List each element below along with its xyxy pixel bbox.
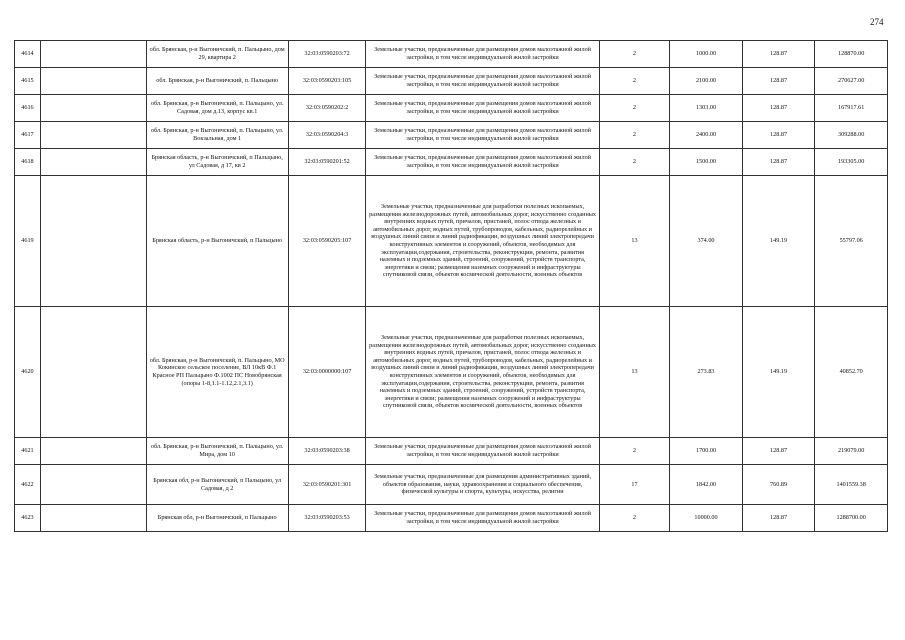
specific-value-cell: 128.87 <box>742 122 815 149</box>
page-number: 274 <box>870 17 884 27</box>
row-number: 4614 <box>15 41 41 68</box>
table-row <box>15 438 888 465</box>
address-cell: обл. Брянская, р-н Выгоничский, п. Пальцыно, ул. Мира, дом 10 <box>146 438 288 465</box>
specific-value-cell: 760.89 <box>742 465 815 505</box>
address-cell: Брянская область, р-н Выгоничский, п Пальцыно, ул Садовая, д 17, кв 2 <box>146 149 288 176</box>
table-row <box>15 149 888 176</box>
group-number-cell: 13 <box>599 307 670 438</box>
spacer-cell <box>40 307 146 438</box>
group-number-cell: 2 <box>599 68 670 95</box>
row-number: 4619 <box>15 176 41 307</box>
group-number-cell: 2 <box>599 41 670 68</box>
specific-value-cell: 128.87 <box>742 149 815 176</box>
group-number-cell: 2 <box>599 95 670 122</box>
cadastral-value-table <box>14 40 888 532</box>
cadastral-number-cell: 32:03:0590202:2 <box>288 95 366 122</box>
cadastral-value-cell: 128870.00 <box>815 41 888 68</box>
specific-value-cell: 128.87 <box>742 438 815 465</box>
table-row <box>15 122 888 149</box>
spacer-cell <box>40 149 146 176</box>
specific-value-cell: 128.87 <box>742 41 815 68</box>
group-number-cell: 13 <box>599 176 670 307</box>
cadastral-number-cell: 32:03:0000000:107 <box>288 307 366 438</box>
area-cell: 273.83 <box>670 307 743 438</box>
spacer-cell <box>40 176 146 307</box>
spacer-cell <box>40 505 146 532</box>
land-use-purpose-cell: Земельные участки, предназначенные для размещения домов малоэтажной жилой застройки, в том числе индивидуальной жилой застройки <box>366 438 599 465</box>
address-cell: обл. Брянская, р-н Выгоничский, п. Пальцыно, МО Кокинское сельское поселение, ВЛ 10кВ Ф.1 Красное РП Пальцыно Ф.1002 ПС Новобрянская (опоры 1-8,1.1-1.12,2.1,3.1) <box>146 307 288 438</box>
address-cell: обл. Брянская, р-н Выгоничский, п. Пальцыно, ул. Садовая, дом д.13, корпус кв.1 <box>146 95 288 122</box>
cadastral-value-cell: 219079.00 <box>815 438 888 465</box>
cadastral-value-cell: 55797.06 <box>815 176 888 307</box>
cadastral-number-cell: 32:03:0590204:3 <box>288 122 366 149</box>
row-number: 4615 <box>15 68 41 95</box>
group-number-cell: 17 <box>599 465 670 505</box>
row-number: 4616 <box>15 95 41 122</box>
area-cell: 1500.00 <box>670 149 743 176</box>
area-cell: 2400.00 <box>670 122 743 149</box>
row-number: 4618 <box>15 149 41 176</box>
cadastral-value-cell: 1288700.00 <box>815 505 888 532</box>
spacer-cell <box>40 122 146 149</box>
cadastral-value-cell: 167917.61 <box>815 95 888 122</box>
table-row <box>15 465 888 505</box>
spacer-cell <box>40 95 146 122</box>
cadastral-value-cell: 40852.70 <box>815 307 888 438</box>
cadastral-value-cell: 1401559.38 <box>815 465 888 505</box>
address-cell: Брянская обл, р-н Выгоничский, п Пальцыно, ул Садовая, д 2 <box>146 465 288 505</box>
row-number: 4623 <box>15 505 41 532</box>
row-number: 4620 <box>15 307 41 438</box>
group-number-cell: 2 <box>599 149 670 176</box>
area-cell: 1842.00 <box>670 465 743 505</box>
land-use-purpose-cell: Земельные участки, предназначенные для размещения домов малоэтажной жилой застройки, в том числе индивидуальной жилой застройки <box>366 122 599 149</box>
spacer-cell <box>40 465 146 505</box>
cadastral-number-cell: 32:03:0590203:38 <box>288 438 366 465</box>
row-number: 4617 <box>15 122 41 149</box>
land-use-purpose-cell: Земельные участки, предназначенные для размещения домов малоэтажной жилой застройки, в том числе индивидуальной жилой застройки <box>366 68 599 95</box>
table-row <box>15 95 888 122</box>
land-use-purpose-cell: Земельные участки, предназначенные для размещения административных зданий, объектов образования, науки, здравоохранения и социального обеспечения, физической культуры и спорта, культуры, искусства, религии <box>366 465 599 505</box>
row-number: 4621 <box>15 438 41 465</box>
area-cell: 2100.00 <box>670 68 743 95</box>
cadastral-number-cell: 32:03:0590203:105 <box>288 68 366 95</box>
cadastral-number-cell: 32:03:0590203:72 <box>288 41 366 68</box>
land-use-purpose-cell: Земельные участки, предназначенные для разработки полезных ископаемых, размещения железнодорожных путей, автомобильных дорог, искусственно созданных внутренних водных путей, причалов, пристаней, полос отвода железных и автомобильных дорог, водных путей, трубопроводов, кабельных, радиорелейных и воздушных линий связи и линий радиофикации, воздушных линий электропередачи конструктивных элементов и сооружений, объектов, необходимых для эксплуатации,содержания, строительства, реконструкции, ремонта, развития наземных и подземных зданий, строений, сооружений, устройств транспорта, энергетики и связи; размещения наземных сооружений и инфраструктуры спутниковой связи, объектов космической деятельности, военных объектов <box>366 176 599 307</box>
specific-value-cell: 149.19 <box>742 307 815 438</box>
row-number: 4622 <box>15 465 41 505</box>
cadastral-number-cell: 32:03:0590205:107 <box>288 176 366 307</box>
cadastral-number-cell: 32:03:0590201:301 <box>288 465 366 505</box>
specific-value-cell: 149.19 <box>742 176 815 307</box>
address-cell: обл. Брянская, р-н Выгоничский, п. Пальцыно <box>146 68 288 95</box>
cadastral-number-cell: 32:03:0590203:53 <box>288 505 366 532</box>
area-cell: 1000.00 <box>670 41 743 68</box>
table-row <box>15 41 888 68</box>
group-number-cell: 2 <box>599 438 670 465</box>
area-cell: 374.00 <box>670 176 743 307</box>
cadastral-value-cell: 193305.00 <box>815 149 888 176</box>
land-use-purpose-cell: Земельные участки, предназначенные для размещения домов малоэтажной жилой застройки, в том числе индивидуальной жилой застройки <box>366 95 599 122</box>
cadastral-value-cell: 270627.00 <box>815 68 888 95</box>
table-row <box>15 307 888 438</box>
specific-value-cell: 128.87 <box>742 68 815 95</box>
cadastral-number-cell: 32:03:0590201:52 <box>288 149 366 176</box>
area-cell: 10000.00 <box>670 505 743 532</box>
group-number-cell: 2 <box>599 122 670 149</box>
group-number-cell: 2 <box>599 505 670 532</box>
address-cell: обл. Брянская, р-н Выгоничский, п. Пальцыно, дом 29, квартира 2 <box>146 41 288 68</box>
area-cell: 1700.00 <box>670 438 743 465</box>
address-cell: обл. Брянская, р-н Выгоничский, п. Пальцыно, ул. Вокзальная, дом 1 <box>146 122 288 149</box>
land-use-purpose-cell: Земельные участки, предназначенные для разработки полезных ископаемых, размещения железнодорожных путей, автомобильных дорог, искусственно созданных внутренних водных путей, причалов, пристаней, полос отвода железных и автомобильных дорог, водных путей, трубопроводов, кабельных, радиорелейных и воздушных линий связи и линий радиофикации, воздушных линий электропередачи конструктивных элементов и сооружений, объектов, необходимых для эксплуатации,содержания, строительства, реконструкции, ремонта, развития наземных и подземных зданий, строений, сооружений, устройств транспорта, энергетики и связи; размещения наземных сооружений и инфраструктуры спутниковой связи, объектов космической деятельности, военных объектов <box>366 307 599 438</box>
land-use-purpose-cell: Земельные участки, предназначенные для размещения домов малоэтажной жилой застройки, в том числе индивидуальной жилой застройки <box>366 505 599 532</box>
spacer-cell <box>40 41 146 68</box>
address-cell: Брянская область, р-н Выгоничский, п Пальцыно <box>146 176 288 307</box>
spacer-cell <box>40 68 146 95</box>
specific-value-cell: 128.87 <box>742 505 815 532</box>
specific-value-cell: 128.87 <box>742 95 815 122</box>
address-cell: Брянская обл, р-н Выгоничский, п Пальцыно <box>146 505 288 532</box>
table-row <box>15 176 888 307</box>
table-row <box>15 68 888 95</box>
land-use-purpose-cell: Земельные участки, предназначенные для размещения домов малоэтажной жилой застройки, в том числе индивидуальной жилой застройки <box>366 41 599 68</box>
cadastral-value-cell: 309288.00 <box>815 122 888 149</box>
spacer-cell <box>40 438 146 465</box>
land-use-purpose-cell: Земельные участки, предназначенные для размещения домов малоэтажной жилой застройки, в том числе индивидуальной жилой застройки <box>366 149 599 176</box>
area-cell: 1303.00 <box>670 95 743 122</box>
table-row <box>15 505 888 532</box>
